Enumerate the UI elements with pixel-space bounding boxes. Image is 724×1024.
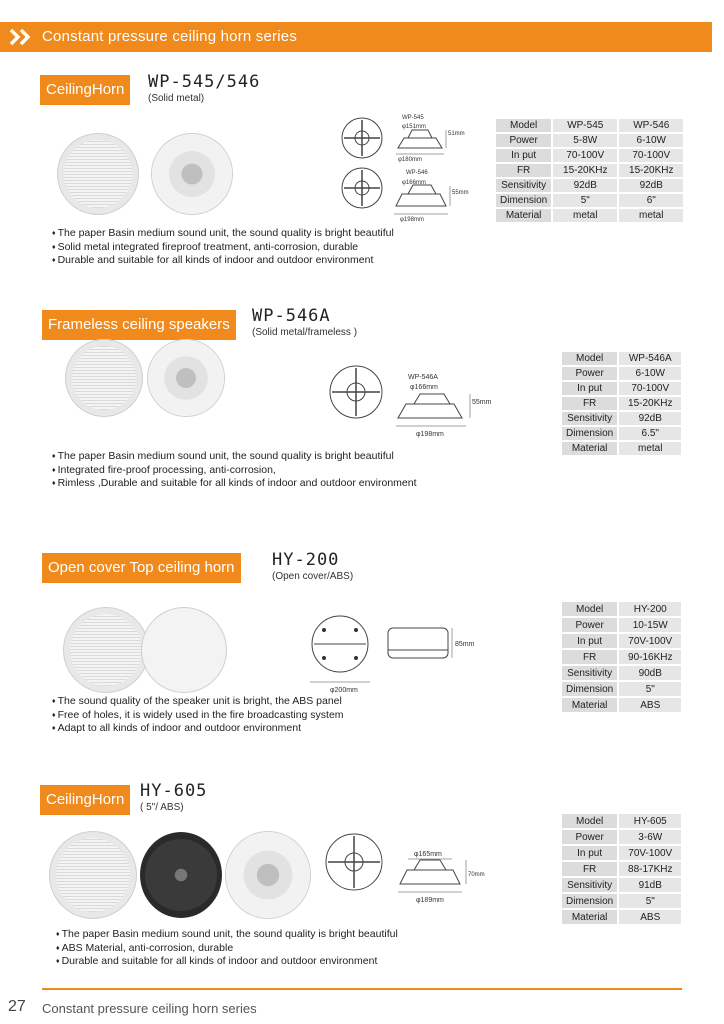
spec-row: Material ABS	[562, 910, 681, 924]
product-photo-back	[152, 134, 232, 214]
page-number: 27	[8, 998, 26, 1015]
header-banner	[0, 22, 712, 52]
diagram-label: φ198mm	[400, 217, 424, 223]
diagram-label: WP-546	[406, 170, 428, 176]
spec-table	[560, 350, 683, 457]
feature-list	[56, 928, 398, 969]
spec-row: Power 10-15W	[562, 618, 681, 632]
spec-row: Power 5-8W 6-10W	[496, 134, 683, 147]
dimension-drawing	[338, 110, 468, 230]
spec-row: Power 3-6W	[562, 830, 681, 844]
diagram-label: φ166mm	[402, 180, 426, 186]
dimension-drawing	[326, 360, 492, 440]
feature-item: ♦ Durable and suitable for all kinds of indoor and outdoor environment	[52, 254, 394, 268]
spec-row: Material metal	[562, 442, 681, 455]
product-subtitle: (Solid metal/frameless )	[252, 327, 358, 338]
spec-row: In put 70-100V 70-100V	[496, 149, 683, 162]
feature-item: ♦ Solid metal integrated fireproof treatment, anti-corrosion, durable	[52, 241, 394, 255]
spec-row: Material metal metal	[496, 209, 683, 222]
feature-item: ♦ Durable and suitable for all kinds of indoor and outdoor environment	[56, 955, 398, 969]
product-photo-front	[58, 134, 138, 214]
feature-list	[52, 695, 344, 736]
product-photo-woofer	[140, 832, 222, 918]
spec-row: Sensitivity 92dB 92dB	[496, 179, 683, 192]
diagram-label: φ151mm	[402, 124, 426, 130]
dimension-drawing	[324, 826, 484, 910]
product-model: WP-546A	[252, 306, 331, 326]
spec-row: FR 15-20KHz	[562, 397, 681, 410]
product-model: WP-545/546	[148, 72, 261, 92]
double-chevron-icon	[8, 27, 38, 47]
spec-row: Model WP-545 WP-546	[496, 119, 683, 132]
feature-item: ♦ The paper Basin medium sound unit, the sound quality is bright beautiful	[52, 227, 394, 241]
spec-row: Sensitivity 92dB	[562, 412, 681, 425]
spec-row: Model WP-546A	[562, 352, 681, 365]
product-subtitle: ( 5"/ ABS)	[140, 802, 184, 813]
spec-row: FR 88-17KHz	[562, 862, 681, 876]
feature-list	[52, 227, 394, 268]
diagram-label: φ198mm	[416, 431, 444, 438]
product-photo-front	[64, 608, 148, 692]
diagram-label: 70mm	[468, 872, 485, 878]
product-tag: Open cover Top ceiling horn	[42, 553, 241, 583]
footer-title: Constant pressure ceiling horn series	[42, 1001, 257, 1016]
spec-table	[560, 812, 683, 926]
spec-row: Model HY-605	[562, 814, 681, 828]
product-model: HY-200	[272, 550, 340, 570]
diagram-label: 51mm	[448, 131, 465, 137]
product-photo-back	[142, 608, 226, 692]
diagram-label: φ166mm	[410, 384, 438, 391]
product-tag: CeilingHorn	[40, 785, 130, 815]
spec-row: Dimension 5" 6"	[496, 194, 683, 207]
product-subtitle: (Solid metal)	[148, 93, 205, 104]
spec-table	[494, 117, 685, 224]
dimension-drawing	[300, 610, 475, 696]
feature-item: ♦ Integrated fire-proof processing, anti-corrosion,	[52, 464, 417, 478]
spec-row: In put 70V-100V	[562, 846, 681, 860]
spec-row: FR 15-20KHz 15-20KHz	[496, 164, 683, 177]
product-tag: Frameless ceiling speakers	[42, 310, 236, 340]
diagram-label: WP-546A	[408, 374, 438, 381]
diagram-label: φ200mm	[330, 687, 358, 694]
diagram-label: φ165mm	[414, 851, 442, 858]
spec-row: Model HY-200	[562, 602, 681, 616]
product-photo-back	[226, 832, 310, 918]
diagram-label: WP-545	[402, 115, 424, 121]
diagram-label: 55mm	[472, 399, 492, 406]
feature-item: ♦ Adapt to all kinds of indoor and outdoor environment	[52, 722, 344, 736]
spec-row: Sensitivity 90dB	[562, 666, 681, 680]
feature-list	[52, 450, 417, 491]
feature-item: ♦ The paper Basin medium sound unit, the sound quality is bright beautiful	[56, 928, 398, 942]
product-tag: CeilingHorn	[40, 75, 130, 105]
feature-item: ♦ The paper Basin medium sound unit, the sound quality is bright beautiful	[52, 450, 417, 464]
spec-row: Dimension 6.5"	[562, 427, 681, 440]
diagram-label: 85mm	[455, 641, 475, 648]
spec-row: Dimension 5"	[562, 682, 681, 696]
product-photo-front	[66, 340, 142, 416]
diagram-label: φ180mm	[398, 157, 422, 163]
spec-row: FR 90-16KHz	[562, 650, 681, 664]
feature-item: ♦ Rimless ,Durable and suitable for all kinds of indoor and outdoor environment	[52, 477, 417, 491]
product-photo-back	[148, 340, 224, 416]
spec-row: Sensitivity 91dB	[562, 878, 681, 892]
spec-row: In put 70-100V	[562, 382, 681, 395]
spec-row: Power 6-10W	[562, 367, 681, 380]
spec-row: Dimension 5"	[562, 894, 681, 908]
diagram-label: φ189mm	[416, 897, 444, 904]
footer-divider	[42, 988, 682, 990]
spec-table	[560, 600, 683, 714]
feature-item: ♦ The sound quality of the speaker unit is bright, the ABS panel	[52, 695, 344, 709]
feature-item: ♦ ABS Material, anti-corrosion, durable	[56, 942, 398, 956]
spec-row: Material ABS	[562, 698, 681, 712]
product-photo-front	[50, 832, 136, 918]
spec-row: In put 70V-100V	[562, 634, 681, 648]
header-title: Constant pressure ceiling horn series	[42, 28, 298, 45]
diagram-label: 55mm	[452, 190, 469, 196]
product-subtitle: (Open cover/ABS)	[272, 571, 354, 582]
feature-item: ♦ Free of holes, it is widely used in the fire broadcasting system	[52, 709, 344, 723]
product-model: HY-605	[140, 781, 208, 801]
